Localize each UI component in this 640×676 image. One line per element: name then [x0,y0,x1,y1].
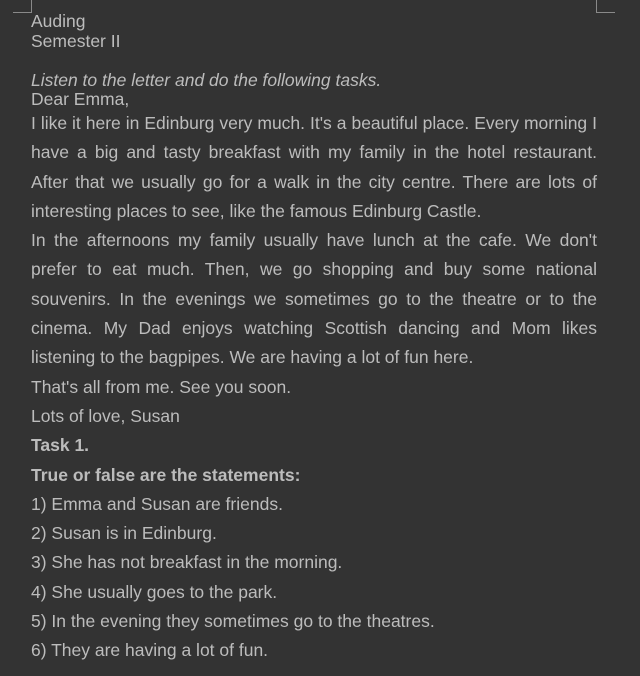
statement-item: 6) They are having a lot of fun. [31,640,269,661]
subject-heading: Auding [31,11,86,31]
listening-instruction: Listen to the letter and do the following tasks. [31,70,382,90]
statement-item: 1) Emma and Susan are friends. [31,493,283,514]
letter-paragraph: In the afternoons my family usually have lunch at the cafe. We don't prefer to eat much. Then, we go shopping and buy some national souvenirs. In the evenings we sometimes go to the theatre or to the cinema. My Dad enjoys watching Scottish dancing and Mom likes listening to the bagpipes. We are having a lot of fun here. [31,230,597,368]
letter-paragraph: I like it here in Edinburg very much. It's a beautiful place. Every morning I have a big and tasty breakfast with my family in the hotel restaurant. After that we usually go for a walk in the city centre. There are lots of interesting places to see, like the famous Edinburg Castle. [31,113,597,221]
letter-greeting: Dear Emma, [31,89,130,109]
statement-item: 3) She has not breakfast in the morning. [31,552,343,573]
task-title: Task 1. [31,435,90,456]
letter-closing-line: That's all from me. See you soon. [31,376,292,397]
task-prompt: True or false are the statements: [31,464,301,485]
statement-list [31,490,597,666]
document-page [31,11,597,666]
semester-heading: Semester II [31,31,121,51]
statement-item: 5) In the evening they sometimes go to the theatres. [31,611,435,632]
page-corner-mark-left [13,0,32,13]
page-corner-mark-right [596,0,615,13]
statement-item: 4) She usually goes to the park. [31,581,278,602]
statement-item: 2) Susan is in Edinburg. [31,523,217,544]
letter-signature: Lots of love, Susan [31,405,180,426]
